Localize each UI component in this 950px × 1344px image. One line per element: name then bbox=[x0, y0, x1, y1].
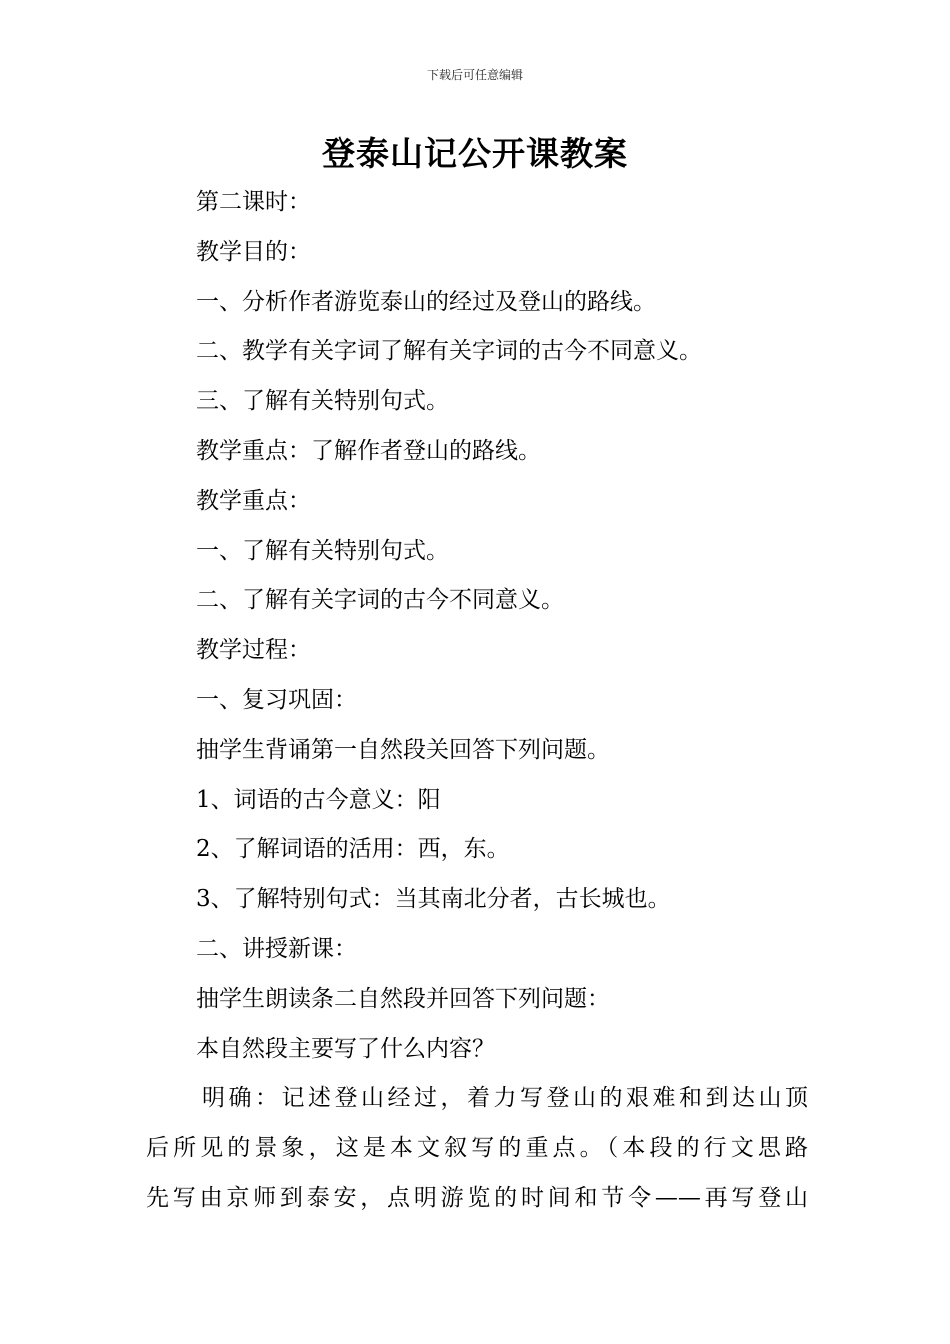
text-line: 2、了解词语的活用：西，东。 bbox=[196, 836, 510, 863]
text-line: 1、词语的古今意义：阳 bbox=[196, 786, 441, 813]
text-line: 抽学生朗读条二自然段并回答下列问题： bbox=[196, 985, 610, 1012]
text-line: 一、了解有关特别句式。 bbox=[196, 537, 449, 564]
text-line: 本自然段主要写了什么内容？ bbox=[196, 1035, 495, 1062]
text-line: 第二课时： bbox=[196, 189, 311, 215]
text-line: 教学过程： bbox=[196, 637, 311, 664]
text-line: 二、教学有关字词了解有关字词的古今不同意义。 bbox=[196, 338, 702, 365]
text-line: 抽学生背诵第一自然段关回答下列问题。 bbox=[196, 736, 610, 763]
text-line: 教学重点：了解作者登山的路线。 bbox=[196, 437, 541, 464]
text-line: 一、复习巩固： bbox=[196, 686, 357, 713]
text-line: 三、了解有关特别句式。 bbox=[196, 388, 449, 415]
paragraph-line: 先写由京师到泰安，点明游览的时间和节令——再写登山 bbox=[146, 1184, 808, 1211]
document-title: 登泰山记公开课教案 bbox=[322, 134, 628, 173]
page-header-note: 下载后可任意编辑 bbox=[426, 68, 523, 82]
text-line: 教学目的： bbox=[196, 238, 311, 265]
text-line: 3、了解特别句式：当其南北分者，古长城也。 bbox=[196, 886, 671, 913]
paragraph-line: 明确：记述登山经过，着力写登山的艰难和到达山顶 bbox=[202, 1085, 808, 1112]
text-line: 一、分析作者游览泰山的经过及登山的路线。 bbox=[196, 288, 656, 315]
text-line: 二、了解有关字词的古今不同意义。 bbox=[196, 587, 564, 614]
text-line: 二、讲授新课： bbox=[196, 935, 357, 962]
text-line: 教学重点： bbox=[196, 487, 311, 514]
paragraph-line: 后所见的景象，这是本文叙写的重点。（本段的行文思路 bbox=[146, 1135, 808, 1162]
document-body bbox=[146, 178, 808, 1224]
